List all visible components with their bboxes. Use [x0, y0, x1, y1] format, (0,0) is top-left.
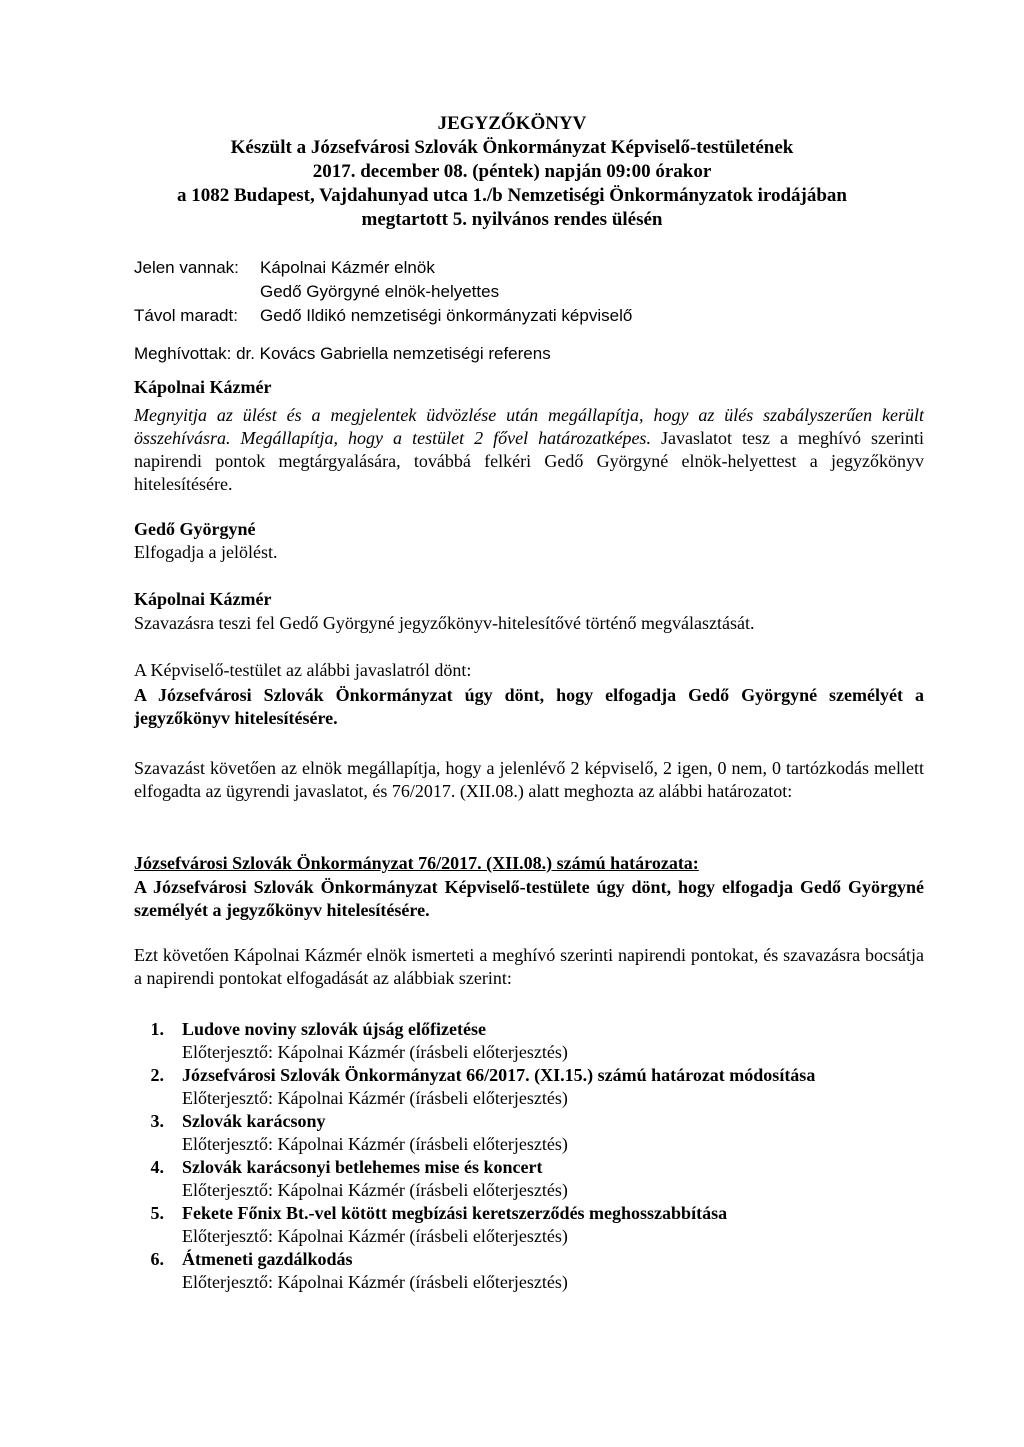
agenda-item — [134, 1202, 918, 1248]
speaker-name: Kápolnai Kázmér — [134, 589, 272, 609]
agenda-item-title: Szlovák karácsony — [182, 1111, 326, 1131]
agenda-item — [134, 1018, 918, 1064]
agenda-item-presenter: Előterjesztő: Kápolnai Kázmér (írásbeli előterjesztés) — [182, 1180, 568, 1200]
absent-member-1: Gedő Ildikó nemzetiségi önkormányzati képviselő — [260, 306, 633, 325]
agenda-item-title: Józsefvárosi Szlovák Önkormányzat 66/2017. (XI.15.) számú határozat módosítása — [182, 1065, 816, 1085]
opening-paragraph — [134, 404, 924, 496]
header-line-1: Készült a Józsefvárosi Szlovák Önkormányzat Képviselő-testületének — [230, 137, 794, 158]
invited-block — [134, 342, 551, 366]
agenda-item-presenter: Előterjesztő: Kápolnai Kázmér (írásbeli előterjesztés) — [182, 1134, 568, 1154]
agenda-item-number: 6. — [150, 1249, 164, 1269]
opening-plain-text: Javaslatot tesz a meghívó szerinti napirendi pontok megtárgyalására, továbbá felkéri Gedő Györgyné elnök-helyettest a jegyzőkönyv hitelesítésére. — [134, 428, 925, 494]
present-member-1: Kápolnai Kázmér elnök — [260, 258, 435, 277]
speaker-name: Kápolnai Kázmér — [134, 377, 272, 397]
document-header — [0, 112, 1024, 232]
speaker-name: Gedő Györgyné — [134, 519, 256, 539]
agenda-item — [134, 1248, 918, 1294]
agenda-item-presenter: Előterjesztő: Kápolnai Kázmér (írásbeli előterjesztés) — [182, 1088, 568, 1108]
vote-proposal-text: Szavazásra teszi fel Gedő Györgyné jegyzőkönyv-hitelesítővé történő megválasztását. — [134, 613, 755, 633]
invited-label: Meghívottak: — [134, 344, 232, 363]
absent-label: Távol maradt: — [134, 306, 238, 325]
present-member-2: Gedő Györgyné elnök-helyettes — [260, 282, 500, 301]
agenda-item-number: 2. — [150, 1065, 164, 1085]
agenda-item — [134, 1064, 918, 1110]
agenda-item-presenter: Előterjesztő: Kápolnai Kázmér (írásbeli előterjesztés) — [182, 1042, 568, 1062]
present-label: Jelen vannak: — [134, 258, 239, 277]
agenda-item-title: Fekete Főnix Bt.-vel kötött megbízási keretszerződés meghosszabbítása — [182, 1203, 728, 1223]
agenda-item-number: 5. — [150, 1203, 164, 1223]
agenda-item — [134, 1156, 918, 1202]
resolution-title: Józsefvárosi Szlovák Önkormányzat 76/2017. (XII.08.) számú határozata: — [134, 853, 699, 873]
header-line-3: a 1082 Budapest, Vajdahunyad utca 1./b Nemzetiségi Önkormányzatok irodájában — [176, 185, 848, 206]
acceptance-text: Elfogadja a jelölést. — [134, 542, 278, 562]
agenda-item-number: 4. — [150, 1157, 164, 1177]
agenda-item-title: Szlovák karácsonyi betlehemes mise és koncert — [182, 1157, 543, 1177]
agenda-item-number: 1. — [150, 1019, 164, 1039]
decision-text: A Józsefvárosi Szlovák Önkormányzat úgy dönt, hogy elfogadja Gedő Györgyné személyét a jegyzőkönyv hitelesítésére. — [134, 685, 924, 728]
resolution-text: A Józsefvárosi Szlovák Önkormányzat Képviselő-testülete úgy dönt, hogy elfogadja Gedő Györgyné személyét a jegyzőkönyv hitelesítésére. — [134, 877, 924, 920]
agenda-item-title: Ludove noviny szlovák újság előfizetése — [182, 1019, 486, 1039]
agenda-item — [134, 1110, 918, 1156]
agenda-item-number: 3. — [150, 1111, 164, 1131]
vote-result-paragraph: Szavazást követően az elnök megállapítja, hogy a jelenlévő 2 képviselő, 2 igen, 0 nem, 0 tartózkodás mellett elfogadta az ügyrendi javaslatot, és 76/2017. (XII.08.) alatt meghozta az alábbi határozatot: — [134, 758, 924, 801]
agenda-item-presenter: Előterjesztő: Kápolnai Kázmér (írásbeli előterjesztés) — [182, 1272, 568, 1292]
attendance-block — [134, 256, 632, 328]
decision-intro: A Képviselő-testület az alábbi javaslatról dönt: — [134, 660, 472, 680]
agenda-list — [134, 1018, 918, 1294]
document-title: JEGYZŐKÖNYV — [437, 113, 587, 134]
agenda-item-presenter: Előterjesztő: Kápolnai Kázmér (írásbeli előterjesztés) — [182, 1226, 568, 1246]
agenda-item-title: Átmeneti gazdálkodás — [182, 1249, 353, 1269]
header-line-4: megtartott 5. nyilvános rendes ülésén — [361, 209, 663, 230]
header-line-2: 2017. december 08. (péntek) napján 09:00 órakor — [312, 161, 712, 182]
invited-member-1: dr. Kovács Gabriella nemzetiségi referens — [236, 344, 551, 363]
opening-italic-text: Megnyitja az ülést és a megjelentek üdvözlése után megállapítja, hogy az ülés szabályszerűen került összehívásra. Megállapítja, hogy a testület 2 fővel határozatképes. — [134, 405, 924, 448]
agenda-intro: Ezt követően Kápolnai Kázmér elnök ismerteti a meghívó szerinti napirendi pontokat, és szavazásra bocsátja a napirendi pontokat elfogadását az alábbiak szerint: — [134, 945, 924, 988]
